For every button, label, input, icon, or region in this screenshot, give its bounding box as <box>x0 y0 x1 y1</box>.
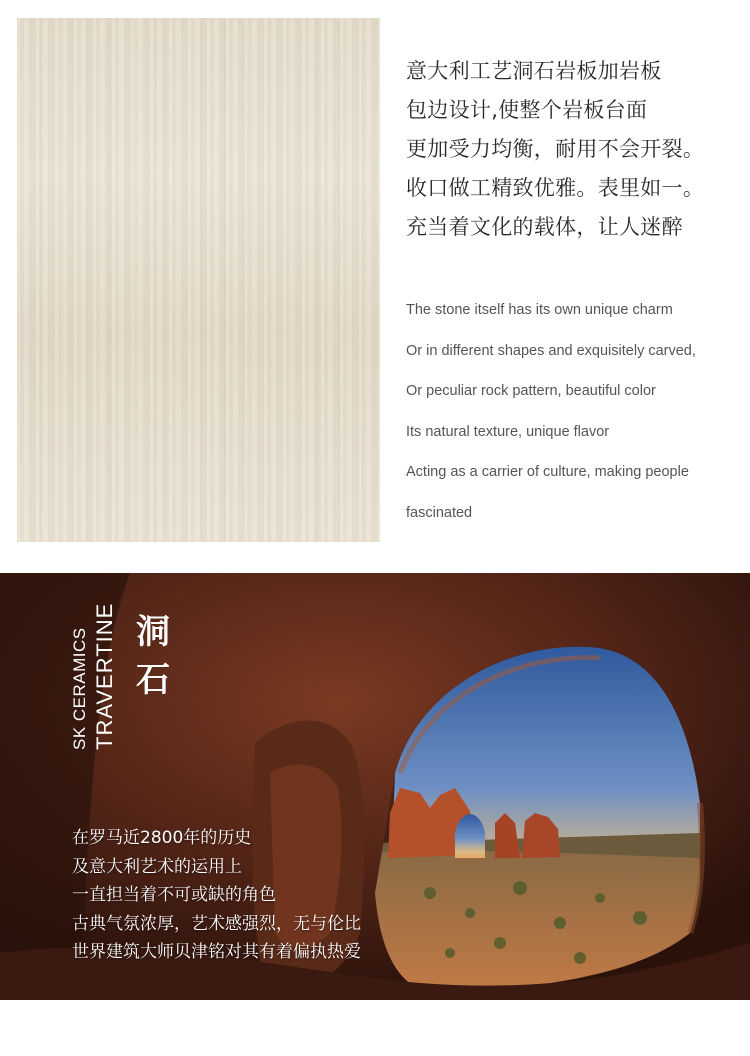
intro-en-line: Its natural texture, unique flavor <box>406 423 610 440</box>
intro-en-line: fascinated <box>406 504 473 521</box>
feature-line: 一直担当着不可或缺的角色 <box>72 885 276 905</box>
feature-title <box>133 608 173 704</box>
feature-line: 在罗马近2800年的历史 <box>72 828 252 848</box>
intro-en-line: Or peculiar rock pattern, beautiful color <box>406 383 656 399</box>
product-name: TRAVERTINE <box>92 602 117 750</box>
intro-en-line: Or in different shapes and exquisitely carved, <box>406 342 696 359</box>
intro-chinese-text <box>406 52 736 247</box>
feature-description <box>72 824 402 967</box>
brand-vertical-label <box>70 602 130 750</box>
intro-cn-line: 充当着文化的载体，让人迷醉 <box>406 215 683 239</box>
feature-line: 及意大利艺术的运用上 <box>72 856 242 877</box>
intro-en-line: The stone itself has its own unique charm <box>406 302 673 318</box>
intro-english-text <box>406 290 736 533</box>
intro-cn-line: 意大利工艺洞石岩板加岩板 <box>406 59 662 83</box>
intro-cn-line: 更加受力均衡，耐用不会开裂。 <box>406 137 705 161</box>
title-char: 洞 <box>136 612 170 652</box>
intro-en-line: Acting as a carrier of culture, making people <box>406 464 689 480</box>
title-char: 石 <box>136 660 170 700</box>
feature-line: 古典气氛浓厚，艺术感强烈，无与伦比 <box>72 913 361 934</box>
brand-name: SK CERAMICS <box>70 627 89 750</box>
travertine-slab-image <box>17 18 380 542</box>
intro-cn-line: 包边设计,使整个岩板台面 <box>406 98 648 122</box>
intro-cn-line: 收口做工精致优雅。表里如一。 <box>406 176 705 200</box>
feature-line: 世界建筑大师贝津铭对其有着偏执热爱 <box>72 942 361 962</box>
